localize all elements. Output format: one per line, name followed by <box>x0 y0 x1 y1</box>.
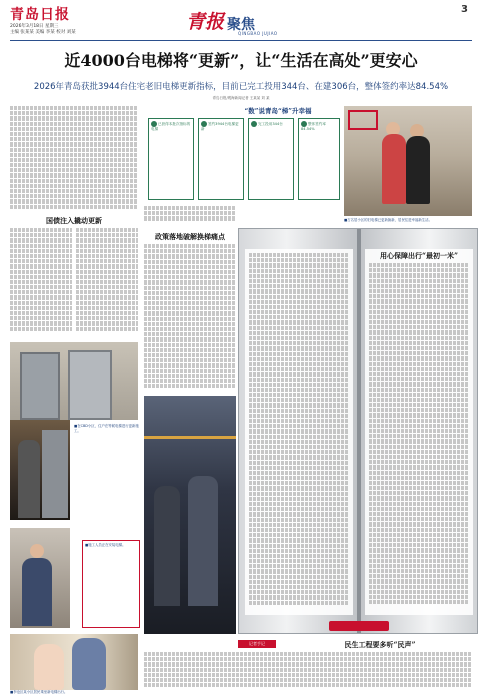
photo-caption: ■古名居小区的旧电梯已更新换新，居民住进幸福新生活。 <box>344 218 432 222</box>
section-2-text-cont <box>249 253 349 609</box>
elevator-door-graphic <box>238 228 478 634</box>
infobox-item: 整体签约率84.54% <box>298 118 340 200</box>
decoration <box>348 110 378 130</box>
issue-date: 2026年3月18日 星期三 <box>10 24 59 29</box>
main-headline: 近4000台电梯将“更新”，让“生活在高处”更安心 <box>64 51 418 70</box>
header-meta <box>10 24 76 36</box>
section-1-text <box>10 228 72 338</box>
commentary-text <box>144 652 472 692</box>
infobox-item: 已获得本批次指标的电梯 <box>148 118 194 200</box>
brand-main: 青报 <box>186 11 225 33</box>
section-3-text <box>369 263 469 609</box>
commentary-tag: 记者手记 <box>238 640 276 648</box>
photo-caption: ■李沧区某小区居民乘坐新电梯出行。 <box>10 690 68 694</box>
infobox-item: 完工投用344台 <box>248 118 294 200</box>
newspaper-logo <box>10 4 80 24</box>
page-number: 3 <box>461 4 468 15</box>
construction-photo <box>144 396 236 634</box>
elevator-sign <box>329 621 389 631</box>
middle-text <box>144 206 236 226</box>
logo-text: 青岛日报 <box>10 7 70 23</box>
brand-sub: 聚焦 <box>227 17 256 33</box>
section-1-text <box>76 228 138 338</box>
elevator-photo <box>10 342 138 420</box>
header-divider <box>10 40 472 41</box>
check-icon <box>251 121 257 127</box>
residents-photo <box>344 106 472 216</box>
section-title-2: 政策落地破解换梯痛点 <box>155 232 225 241</box>
section-brand <box>186 6 255 34</box>
worker-photo <box>10 420 70 520</box>
infobox-item: 签约3944台电梯更新 <box>198 118 244 200</box>
brand-pinyin: QINGBAO JUJIAO <box>238 31 278 36</box>
family-photo <box>10 634 138 690</box>
commentary-title: 民生工程要多听“民声” <box>344 640 416 649</box>
photo-caption: ■在CBD小区，住户在等候电梯进行更新施工。 <box>74 424 139 433</box>
lead-paragraph <box>10 106 138 214</box>
resident-photo <box>10 528 70 628</box>
byline: 青岛日报/观海新闻记者 王某某 刘 某 <box>212 96 270 100</box>
editor-credits: 主编 张某某 美编 李某 校对 刘某 <box>10 30 76 35</box>
section-title-1: 国债注入撬动更新 <box>46 216 102 225</box>
section-title-3: 用心保障出行“最初一米” <box>379 251 459 260</box>
section-2-text <box>144 244 236 392</box>
caption-box: ■施工人员正在安装电梯。 <box>82 540 140 628</box>
infobox-title: “数”说青岛“梯”升幸福 <box>244 107 312 115</box>
sub-headline: 2026年青岛获批3944台住宅老旧电梯更新指标，目前已完工投用344台、在建306台，整体签约率达84.54% <box>33 82 449 92</box>
